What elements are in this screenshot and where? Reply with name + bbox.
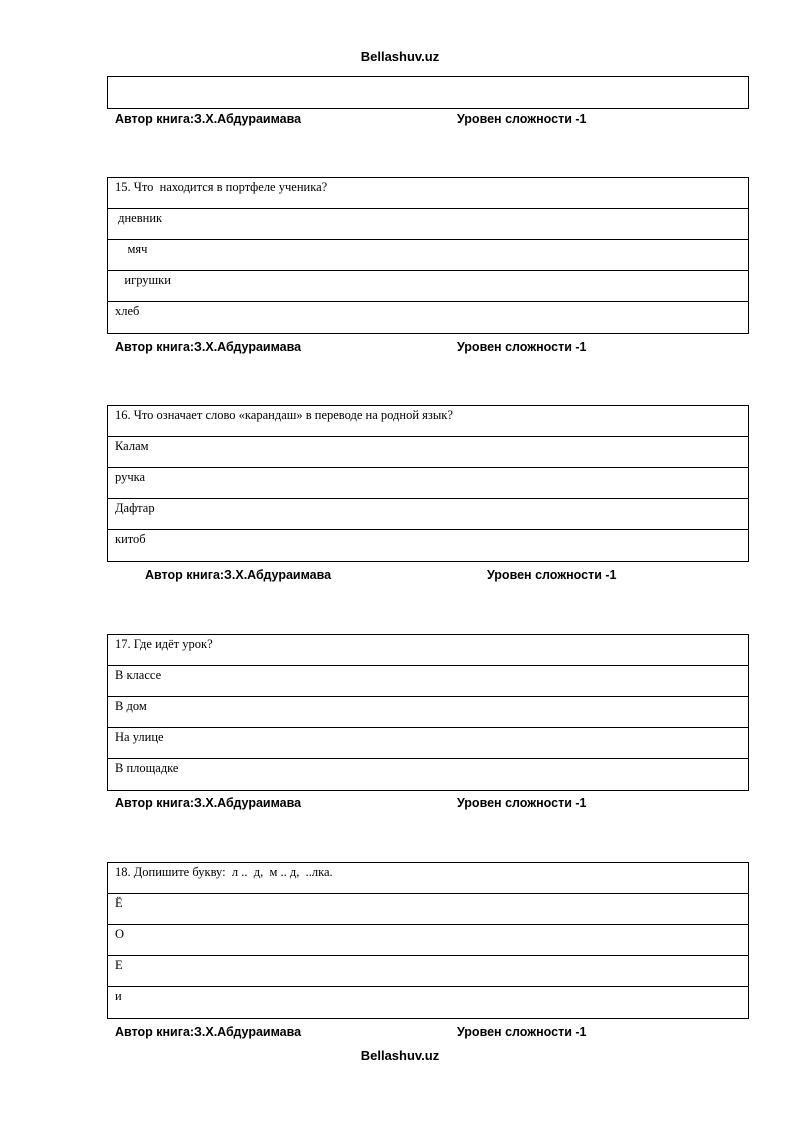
answer-option: На улице [108, 728, 748, 759]
answer-option: О [108, 925, 748, 956]
author-label: Автор книга:З.Х.Абдураимава [115, 1025, 302, 1039]
answer-option: Ё [108, 894, 748, 925]
site-header: Bellashuv.uz [360, 49, 440, 64]
question-table-16 [107, 405, 749, 562]
level-label: Уровен сложности -1 [457, 340, 587, 354]
answer-option: Калам [108, 437, 748, 468]
answer-option: игрушки [108, 271, 748, 302]
level-label: Уровен сложности -1 [457, 112, 587, 126]
answer-option: и [115, 989, 122, 1003]
answer-option: дневник [108, 209, 748, 240]
answer-option: Е [108, 956, 748, 987]
answer-option: ручка [108, 468, 748, 499]
question-text: 18. Допишите букву: л .. д, м .. д, ..лка. [108, 863, 748, 894]
answer-option: китоб [115, 532, 146, 546]
level-label: Уровен сложности -1 [487, 568, 617, 582]
question-text: 16. Что означает слово «карандаш» в переводе на родной язык? [108, 406, 748, 437]
answer-option: мяч [108, 240, 748, 271]
site-footer: Bellashuv.uz [360, 1048, 440, 1063]
author-label: Автор книга:З.Х.Абдураимава [115, 340, 302, 354]
question-text: 17. Где идёт урок? [108, 635, 748, 666]
answer-option: хлеб [115, 304, 140, 318]
author-label: Автор книга:З.Х.Абдураимава [115, 112, 302, 126]
level-label: Уровен сложности -1 [457, 1025, 587, 1039]
empty-table-box [107, 76, 749, 109]
answer-option: Дафтар [108, 499, 748, 530]
answer-option: В дом [108, 697, 748, 728]
question-table-15 [107, 177, 749, 334]
question-text: 15. Что находится в портфеле ученика? [108, 178, 748, 209]
answer-option: В классе [108, 666, 748, 697]
question-table-17 [107, 634, 749, 791]
author-label: Автор книга:З.Х.Абдураимава [115, 796, 302, 810]
answer-option: В площадке [115, 761, 179, 775]
level-label: Уровен сложности -1 [457, 796, 587, 810]
author-label: Автор книга:З.Х.Абдураимава [145, 568, 332, 582]
question-table-18 [107, 862, 749, 1019]
